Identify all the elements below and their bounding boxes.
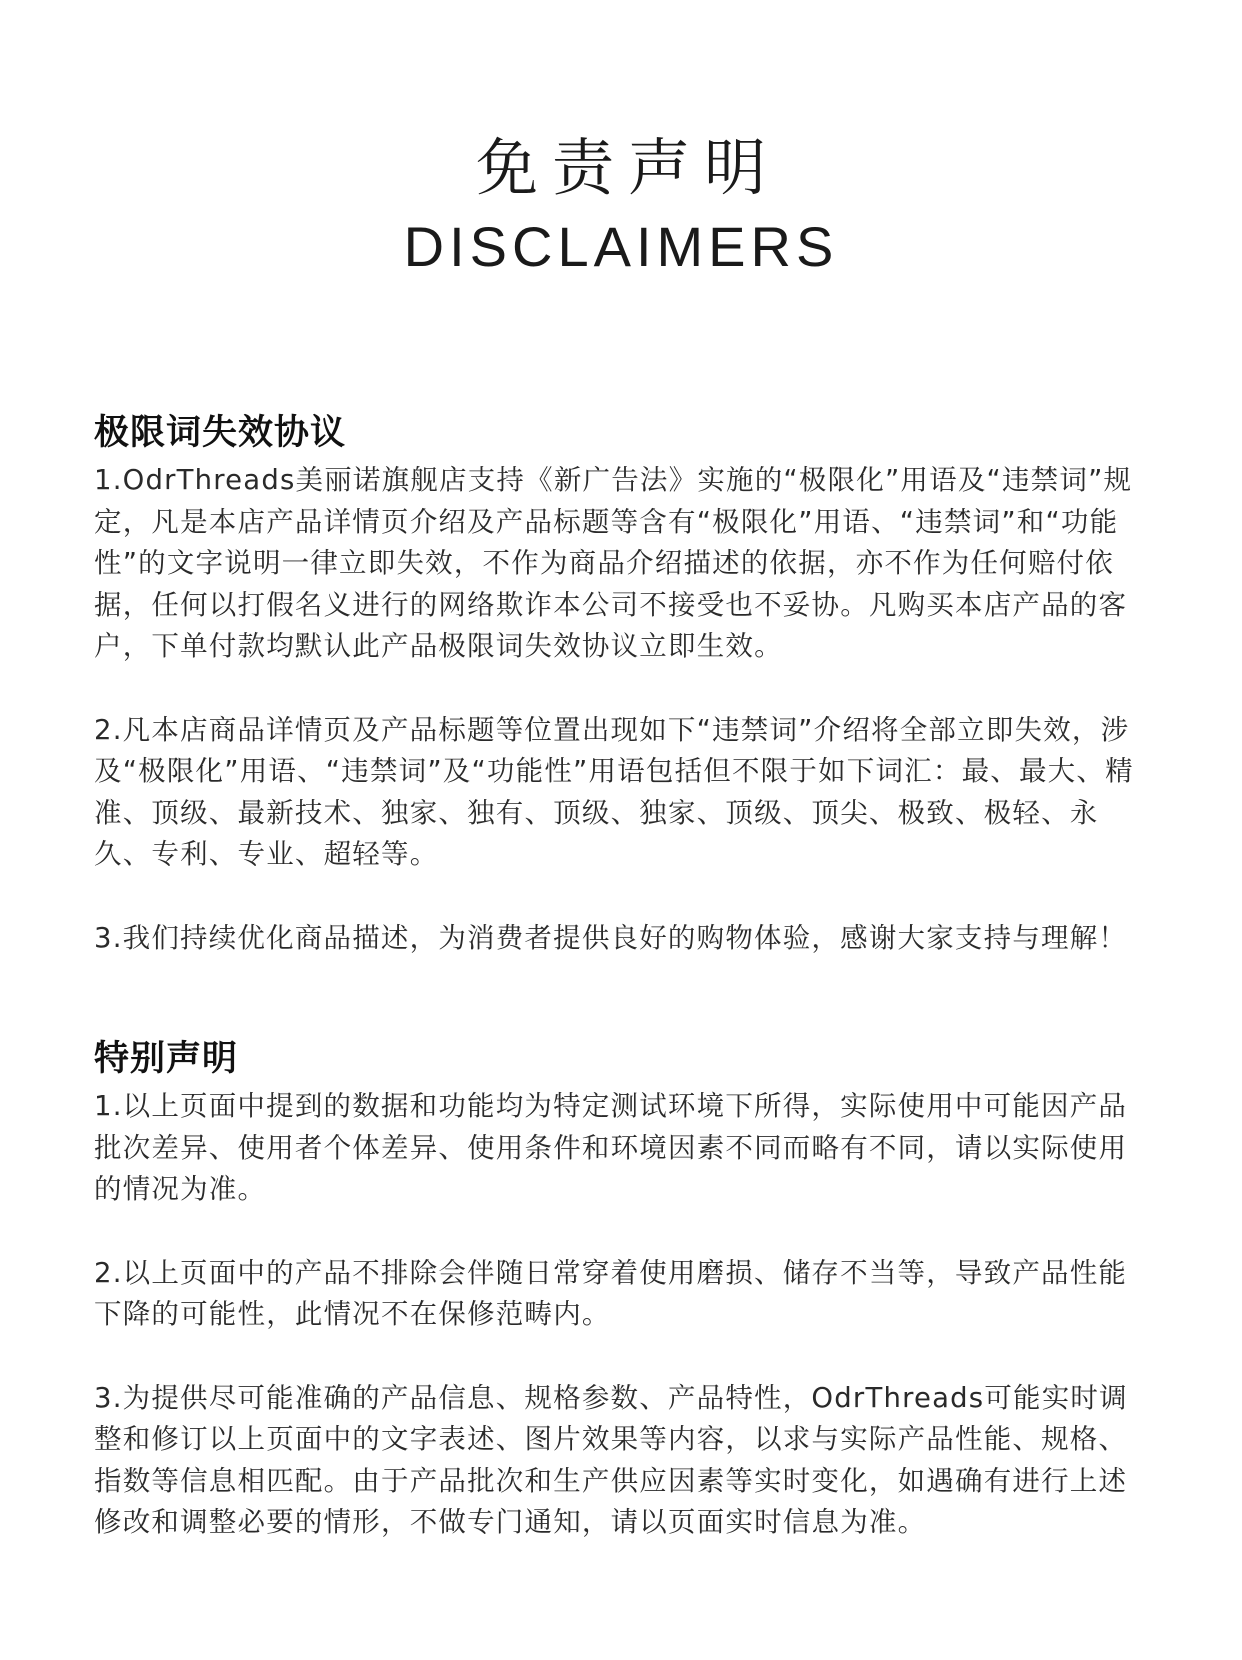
- special-statement-section: [94, 1034, 1154, 1544]
- paragraph-2: 2.凡本店商品详情页及产品标题等位置出现如下“违禁词”介绍将全部立即失效，涉及“极限化”用语、“违禁词”及“功能性”用语包括但不限于如下词汇：最、最大、精准、顶级、最新技术、独家、独有、顶级、独家、顶级、顶尖、极致、极轻、永久、专利、专业、超轻等。: [94, 713, 1134, 870]
- paragraph-spacer: [94, 668, 1154, 710]
- page-title-english: DISCLAIMERS: [403, 215, 839, 278]
- page-header: [0, 130, 1242, 282]
- section-heading: 特别声明: [94, 1039, 239, 1079]
- paragraph-spacer: [94, 876, 1154, 918]
- section-heading: 极限词失效协议: [94, 413, 347, 453]
- paragraph-spacer: [94, 1336, 1154, 1378]
- paragraph-3: 3.为提供尽可能准确的产品信息、规格参数、产品特性，OdrThreads可能实时调整和修订以上页面中的文字表述、图片效果等内容，以求与实际产品性能、规格、指数等信息相匹配。由于产品批次和生产供应因素等实时变化，如遇确有进行上述修改和调整必要的情形，不做专门通知，请以页面实时信息为准。: [94, 1381, 1128, 1538]
- extreme-words-invalidation-section: [94, 408, 1154, 959]
- paragraph-1: 1.以上页面中提到的数据和功能均为特定测试环境下所得，实际使用中可能因产品批次差异、使用者个体差异、使用条件和环境因素不同而略有不同，请以实际使用的情况为准。: [94, 1090, 1128, 1205]
- paragraph-2: 2.以上页面中的产品不排除会伴随日常穿着使用磨损、储存不当等，导致产品性能下降的可能性，此情况不在保修范畴内。: [94, 1256, 1128, 1330]
- paragraph-1: 1.OdrThreads美丽诺旗舰店支持《新广告法》实施的“极限化”用语及“违禁词”规定，凡是本店产品详情页介绍及产品标题等含有“极限化”用语、“违禁词”和“功能性”的文字说明一律立即失效，不作为商品介绍描述的依据，亦不作为任何赔付依据，任何以打假名义进行的网络欺诈本公司不接受也不妥协。凡购买本店产品的客户，下单付款均默认此产品极限词失效协议立即生效。: [94, 464, 1133, 662]
- paragraph-spacer: [94, 1211, 1154, 1253]
- paragraph-3: 3.我们持续优化商品描述，为消费者提供良好的购物体验，感谢大家支持与理解！: [94, 921, 1128, 954]
- page-title-chinese: 免责声明: [475, 131, 780, 204]
